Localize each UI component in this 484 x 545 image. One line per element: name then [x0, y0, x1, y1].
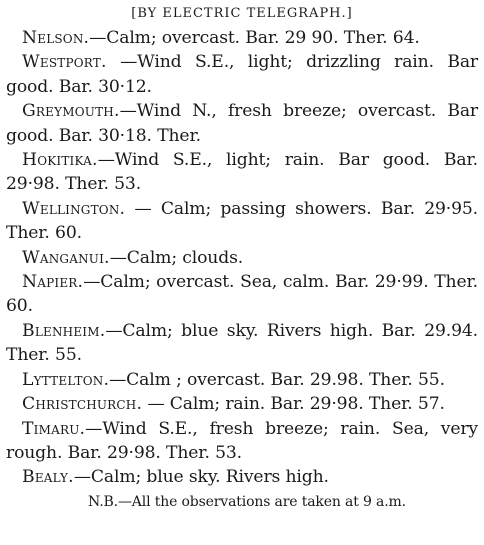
report-text: —Calm ; overcast. Bar. 29.98. Ther. 55.	[109, 369, 445, 390]
weather-report-hokitika	[6, 148, 478, 197]
report-text: —Wind S.E., light; drizzling rain. Bar good. Bar. 30·12.	[6, 52, 478, 97]
place-name: Bealy.	[22, 467, 74, 488]
weather-report-napier	[6, 270, 478, 319]
place-name: Lyttelton.	[22, 369, 110, 390]
place-name: Wellington.	[22, 198, 126, 219]
place-name: Hokitika.	[22, 150, 98, 171]
weather-report-wellington	[6, 197, 478, 246]
weather-report-greymouth	[6, 99, 478, 148]
weather-report-bealy	[6, 465, 478, 489]
report-text: —Calm; blue sky. Rivers high. Bar. 29.94. Ther. 55.	[6, 320, 478, 366]
place-name: Greymouth.	[22, 101, 120, 122]
weather-report-westport	[6, 50, 478, 99]
report-text: —Wind S.E., light; rain. Bar good. Bar. 29·98. Ther. 53.	[6, 150, 478, 195]
place-name: Wanganui.	[22, 247, 110, 268]
place-name: Nelson.	[22, 28, 90, 48]
report-text: —Wind S.E., fresh breeze; rain. Sea, very rough. Bar. 29·98. Ther. 53.	[6, 418, 478, 463]
observation-time-note: N.B.—All the observations are taken at 9 a.m.	[88, 493, 406, 510]
weather-report-lyttelton	[6, 368, 478, 392]
weather-report-wanganui	[6, 246, 478, 270]
report-text: —Calm; blue sky. Rivers high.	[73, 467, 329, 488]
report-text: — Calm; rain. Bar. 29·98. Ther. 57.	[142, 394, 445, 415]
place-name: Napier.	[22, 272, 84, 293]
weather-report-christchurch	[6, 392, 478, 416]
place-name: Christchurch.	[22, 394, 143, 415]
column-header: [BY ELECTRIC TELEGRAPH.]	[131, 6, 353, 21]
place-name: Timaru.	[22, 418, 86, 439]
place-name: Westport.	[22, 52, 107, 73]
report-text: —Calm; clouds.	[109, 247, 244, 268]
place-name: Blenheim.	[22, 320, 106, 341]
report-text: —Calm; overcast. Sea, calm. Bar. 29·99. Ther. 60.	[6, 272, 478, 317]
report-text: —Wind N., fresh breeze; overcast. Bar good. Bar. 30·18. Ther.	[6, 101, 478, 146]
weather-report-nelson	[6, 26, 478, 50]
weather-report-timaru	[6, 417, 478, 466]
report-text: —Calm; overcast. Bar. 29 90. Ther. 64.	[89, 28, 420, 48]
weather-report-blenheim	[6, 319, 478, 368]
report-text: — Calm; passing showers. Bar. 29·95. Ther. 60.	[6, 198, 478, 244]
